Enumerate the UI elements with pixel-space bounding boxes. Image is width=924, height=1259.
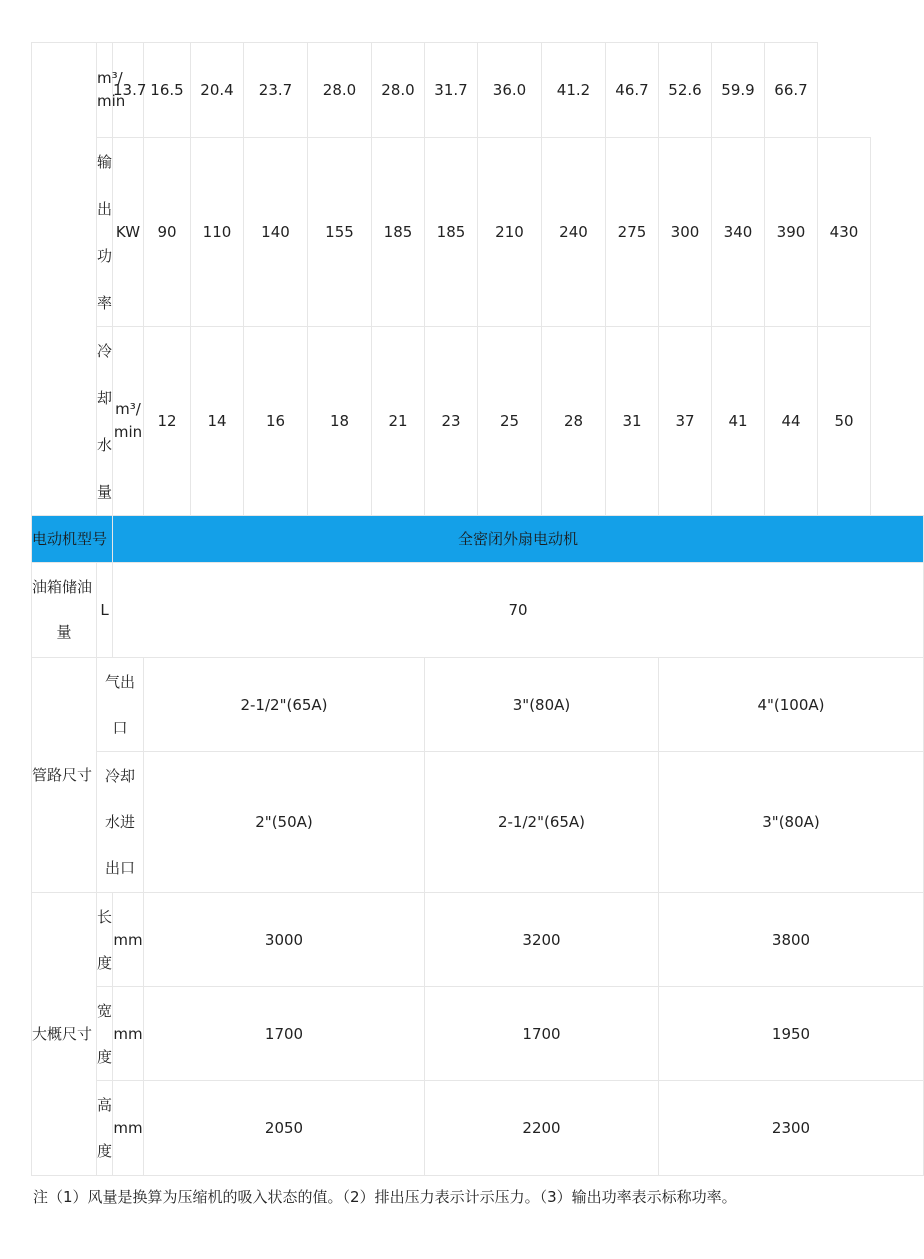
spec-table xyxy=(31,42,924,1176)
power-value: 110 xyxy=(191,138,244,327)
width-value: 1700 xyxy=(144,987,425,1081)
flow-value: 41.2 xyxy=(542,43,606,138)
air-outlet-label-line2: 口 xyxy=(112,718,128,737)
cooling-water-value: 3"(80A) xyxy=(659,752,924,893)
flow-value: 66.7 xyxy=(765,43,818,138)
power-value: 240 xyxy=(542,138,606,327)
height-value: 2300 xyxy=(659,1081,924,1176)
cooling-unit-top: m³/ xyxy=(115,400,141,418)
power-value: 340 xyxy=(712,138,765,327)
flow-value: 52.6 xyxy=(659,43,712,138)
height-value: 2200 xyxy=(425,1081,659,1176)
power-value: 210 xyxy=(478,138,542,327)
flow-value: 23.7 xyxy=(244,43,308,138)
cooling-value: 37 xyxy=(659,327,712,516)
power-label-char: 功 xyxy=(97,246,113,265)
cooling-value: 44 xyxy=(765,327,818,516)
flow-value: 59.9 xyxy=(712,43,765,138)
power-label xyxy=(97,138,113,327)
height-label-bottom: 度 xyxy=(97,1142,113,1160)
cooling-value: 23 xyxy=(425,327,478,516)
air-outlet-value: 4"(100A) xyxy=(659,658,924,752)
cooling-water-label-line3: 出口 xyxy=(104,859,135,877)
cooling-row xyxy=(32,327,924,516)
cooling-water-label-line1: 冷却 xyxy=(104,767,135,785)
cooling-value: 21 xyxy=(372,327,425,516)
flow-unit-bottom: min xyxy=(97,92,126,110)
cooling-label-char: 量 xyxy=(97,482,113,501)
air-outlet-value: 3"(80A) xyxy=(425,658,659,752)
power-value: 275 xyxy=(606,138,659,327)
cooling-label xyxy=(97,327,113,516)
power-row xyxy=(32,138,924,327)
height-unit: mm xyxy=(113,1081,144,1176)
air-outlet-label xyxy=(97,658,144,752)
flow-value: 46.7 xyxy=(606,43,659,138)
length-label-top: 长 xyxy=(97,907,113,926)
width-value: 1950 xyxy=(659,987,924,1081)
power-label-char: 输 xyxy=(97,152,113,171)
flow-value: 13.7 xyxy=(113,43,144,138)
length-label xyxy=(97,893,113,987)
width-label-bottom: 度 xyxy=(97,1047,113,1066)
power-value: 390 xyxy=(765,138,818,327)
oil-label xyxy=(32,563,97,658)
power-value: 155 xyxy=(308,138,372,327)
oil-unit: L xyxy=(97,563,113,658)
length-unit: mm xyxy=(113,893,144,987)
cooling-water-label-line2: 水进 xyxy=(104,813,135,831)
power-label-char: 率 xyxy=(97,293,113,312)
dim-length-row xyxy=(32,893,924,987)
cooling-value: 16 xyxy=(244,327,308,516)
power-value: 300 xyxy=(659,138,712,327)
length-value: 3200 xyxy=(425,893,659,987)
height-value: 2050 xyxy=(144,1081,425,1176)
power-value: 430 xyxy=(818,138,871,327)
cooling-value: 12 xyxy=(144,327,191,516)
oil-value: 70 xyxy=(113,563,924,658)
pipe-section-label: 管路尺寸 xyxy=(32,658,97,893)
footnote: 注（1）风量是换算为压缩机的吸入状态的值。（2）排出压力表示计示压力。（3）输出功率表示标称功率。 xyxy=(33,1188,737,1206)
flow-value: 28.0 xyxy=(372,43,425,138)
cooling-value: 28 xyxy=(542,327,606,516)
power-value: 185 xyxy=(372,138,425,327)
power-value: 140 xyxy=(244,138,308,327)
air-outlet-value: 2-1/2"(65A) xyxy=(144,658,425,752)
oil-label-line2: 量 xyxy=(56,623,72,641)
cooling-value: 50 xyxy=(818,327,871,516)
cooling-value: 31 xyxy=(606,327,659,516)
cooling-water-value: 2-1/2"(65A) xyxy=(425,752,659,893)
flow-row xyxy=(32,43,924,138)
flow-value: 31.7 xyxy=(425,43,478,138)
flow-value: 16.5 xyxy=(144,43,191,138)
flow-unit-top: m³/ xyxy=(97,69,123,87)
width-label xyxy=(97,987,113,1081)
cooling-unit-bottom: min xyxy=(113,423,143,441)
dim-height-row xyxy=(32,1081,924,1176)
cooling-label-char: 冷 xyxy=(97,341,113,360)
dim-width-row xyxy=(32,987,924,1081)
length-value: 3800 xyxy=(659,893,924,987)
cooling-unit xyxy=(113,327,144,516)
dimension-section-label: 大概尺寸 xyxy=(32,893,97,1176)
power-label-char: 出 xyxy=(97,199,113,218)
power-unit: KW xyxy=(113,138,144,327)
cooling-value: 18 xyxy=(308,327,372,516)
oil-row xyxy=(32,563,924,658)
motor-label: 电动机型号 xyxy=(32,516,113,563)
length-value: 3000 xyxy=(144,893,425,987)
motor-value: 全密闭外扇电动机 xyxy=(113,516,924,563)
height-label-top: 高 xyxy=(97,1096,113,1114)
width-label-top: 宽 xyxy=(97,1001,113,1020)
flow-value: 28.0 xyxy=(308,43,372,138)
oil-label-line1: 油箱储油 xyxy=(32,578,93,596)
category-cell-blank xyxy=(32,43,97,516)
cooling-value: 41 xyxy=(712,327,765,516)
motor-row xyxy=(32,516,924,563)
width-value: 1700 xyxy=(425,987,659,1081)
cooling-label-char: 水 xyxy=(97,435,113,454)
pipe-air-row xyxy=(32,658,924,752)
height-label xyxy=(97,1081,113,1176)
air-outlet-label-line1: 气出 xyxy=(104,672,135,691)
length-label-bottom: 度 xyxy=(97,953,113,972)
flow-unit xyxy=(97,43,126,138)
flow-value: 20.4 xyxy=(191,43,244,138)
power-value: 185 xyxy=(425,138,478,327)
flow-value: 36.0 xyxy=(478,43,542,138)
cooling-value: 25 xyxy=(478,327,542,516)
width-unit: mm xyxy=(113,987,144,1081)
power-value: 90 xyxy=(144,138,191,327)
cooling-water-value: 2"(50A) xyxy=(144,752,425,893)
cooling-label-char: 却 xyxy=(97,388,113,407)
cooling-value: 14 xyxy=(191,327,244,516)
pipe-cooling-row xyxy=(32,752,924,893)
cooling-water-label xyxy=(97,752,144,893)
